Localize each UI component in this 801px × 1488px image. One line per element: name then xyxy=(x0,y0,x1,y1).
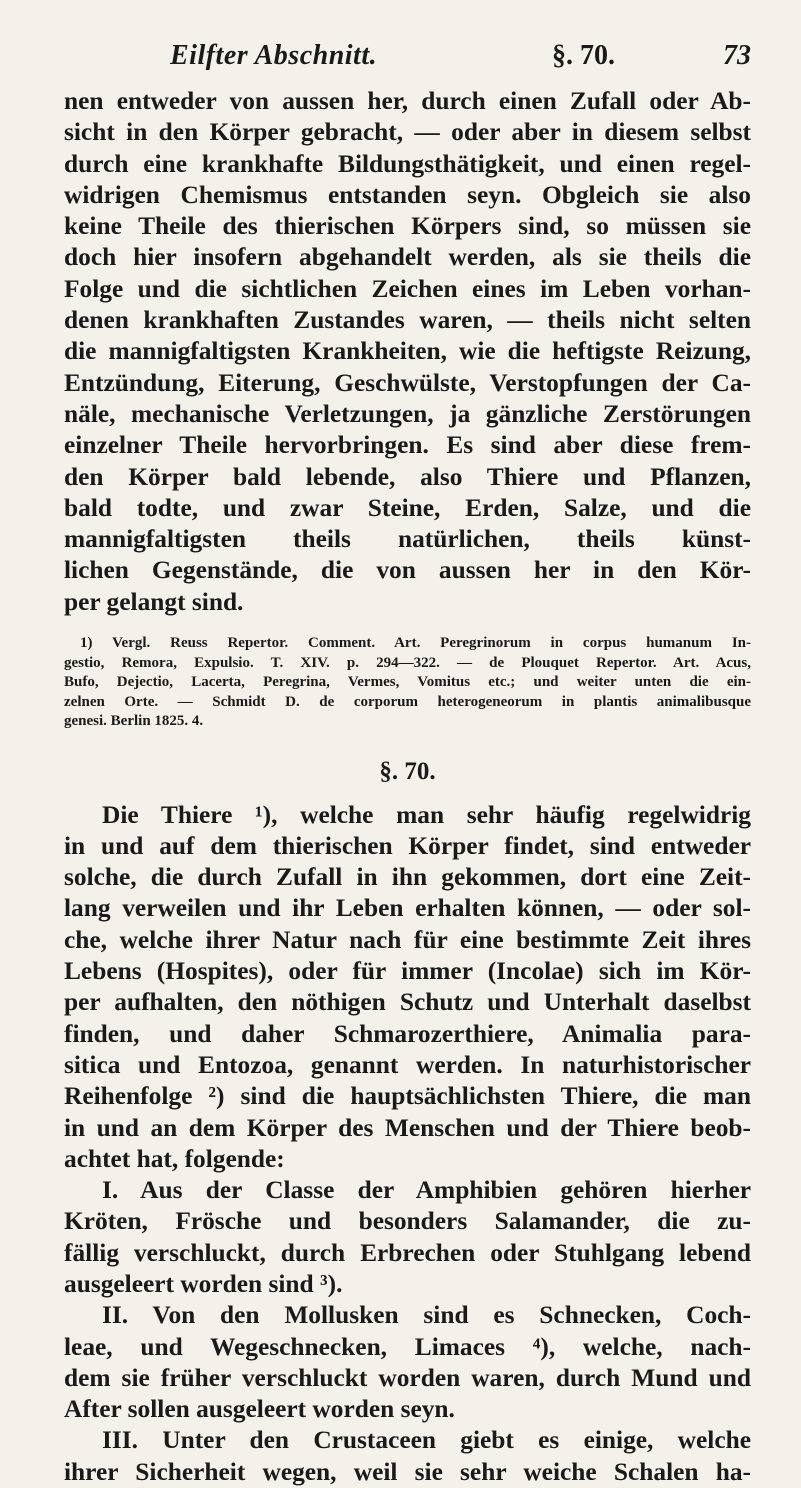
running-header xyxy=(64,40,751,86)
text-line: einzelner Theile hervorbringen. Es sind aber diese frem- xyxy=(64,431,751,460)
text-line: die mannigfaltigsten Krankheiten, wie die heftigste Reizung, xyxy=(64,337,751,366)
text-line: mannigfaltigsten theils natürlichen, theils künst- xyxy=(64,525,751,554)
text-line: durch eine krankhafte Bildungsthätigkeit, und einen regel- xyxy=(64,149,751,178)
footnote-line: 1) Vergl. Reuss Repertor. Comment. Art. Peregrinorum in corpus humanum In- xyxy=(80,635,751,652)
text-line: Entzündung, Eiterung, Geschwülste, Verstopfungen der Ca- xyxy=(64,368,751,397)
paragraph-intro xyxy=(64,86,751,618)
text-line: ausgeleert worden sind ³). xyxy=(64,1270,343,1298)
text-line: Lebens (Hospites), oder für immer (Incolae) sich im Kör- xyxy=(64,957,751,986)
text-line: bald todte, und zwar Steine, Erden, Salze, und die xyxy=(64,493,751,522)
text-line: in und auf dem thierischen Körper findet, sind entweder xyxy=(64,831,751,860)
page-number: 73 xyxy=(723,40,751,71)
text-line: sitica und Entozoa, genannt werden. In naturhistorischer xyxy=(64,1050,751,1079)
chapter-title: Eilfter Abschnitt. xyxy=(170,40,378,71)
text-line: II. Von den Mollusken sind es Schnecken, Coch- xyxy=(102,1301,751,1330)
text-line: keine Theile des thierischen Körpers sind, so müssen sie xyxy=(64,212,751,241)
paragraph-crustaceen xyxy=(64,1425,751,1488)
text-line: dem sie früher verschluckt worden waren, durch Mund und xyxy=(64,1363,751,1392)
text-line: nen entweder von aussen her, durch einen Zufall oder Ab- xyxy=(64,87,751,115)
footnotes xyxy=(64,634,751,732)
text-line: I. Aus der Classe der Amphibien gehören hierher xyxy=(102,1176,751,1205)
paragraph-thiere xyxy=(64,800,751,1176)
text-line: leae, und Wegeschnecken, Limaces ⁴), welche, nach- xyxy=(64,1332,751,1361)
footnote-line: gestio, Remora, Expulsio. T. XIV. p. 294—322. — de Plouquet Repertor. Art. Acus, xyxy=(64,654,751,671)
text-line: in und an dem Körper des Menschen und der Thiere beob- xyxy=(64,1113,751,1142)
text-line: After sollen ausgeleert worden seyn. xyxy=(64,1395,455,1424)
text-line: den Körper bald lebende, also Thiere und Pflanzen, xyxy=(64,462,751,491)
text-line: doch hier insofern abgehandelt werden, als sie theils die xyxy=(64,243,751,272)
text-line: denen krankhaften Zustandes waren, — theils nicht selten xyxy=(64,306,751,335)
text-line: lang verweilen und ihr Leben erhalten können, — oder sol- xyxy=(64,894,751,923)
text-line: lichen Gegenstände, die von aussen her in den Kör- xyxy=(64,556,751,585)
text-line: III. Unter den Crustaceen giebt es einige, welche xyxy=(102,1426,751,1455)
text-line: näle, mechanische Verletzungen, ja gänzliche Zerstörungen xyxy=(64,399,751,428)
text-line: ihrer Sicherheit wegen, weil sie sehr weiche Schalen ha- xyxy=(64,1457,751,1486)
footnote-line: zelnen Orte. — Schmidt D. de corporum heterogeneorum in plantis animalibusque xyxy=(64,693,751,710)
footnote-line: Bufo, Dejectio, Lacerta, Peregrina, Vermes, Vomitus etc.; und weiter unten die ein- xyxy=(64,674,751,691)
text-line: che, welche ihrer Natur nach für eine bestimmte Zeit ihres xyxy=(64,925,751,954)
text-line: Reihenfolge ²) sind die hauptsächlichsten Thiere, die man xyxy=(64,1082,751,1111)
section-heading: §. 70. xyxy=(379,757,436,785)
text-line: solche, die durch Zufall in ihn gekommen, dort eine Zeit- xyxy=(64,863,751,892)
footnote-line: genesi. Berlin 1825. 4. xyxy=(64,713,204,730)
paragraph-amphibien xyxy=(64,1175,751,1300)
text-line: Folge und die sichtlichen Zeichen eines im Leben vorhan- xyxy=(64,274,751,303)
paragraph-mollusken xyxy=(64,1300,751,1425)
text-line: fällig verschluckt, durch Erbrechen oder Stuhlgang lebend xyxy=(64,1238,751,1267)
text-line: sicht in den Körper gebracht, — oder aber in diesem selbst xyxy=(64,118,751,147)
text-line: achtet hat, folgende: xyxy=(64,1144,285,1173)
text-line: widrigen Chemismus entstanden seyn. Obgleich sie also xyxy=(64,180,751,209)
text-line: Kröten, Frösche und besonders Salamander, die zu- xyxy=(64,1207,751,1236)
text-line: per aufhalten, den nöthigen Schutz und Unterhalt daselbst xyxy=(64,988,751,1017)
text-line: per gelangt sind. xyxy=(64,587,244,616)
text-line: Die Thiere ¹), welche man sehr häufig regelwidrig xyxy=(102,800,751,829)
header-section-number: §. 70. xyxy=(552,40,615,71)
text-line: finden, und daher Schmarozerthiere, Animalia para- xyxy=(64,1019,751,1048)
